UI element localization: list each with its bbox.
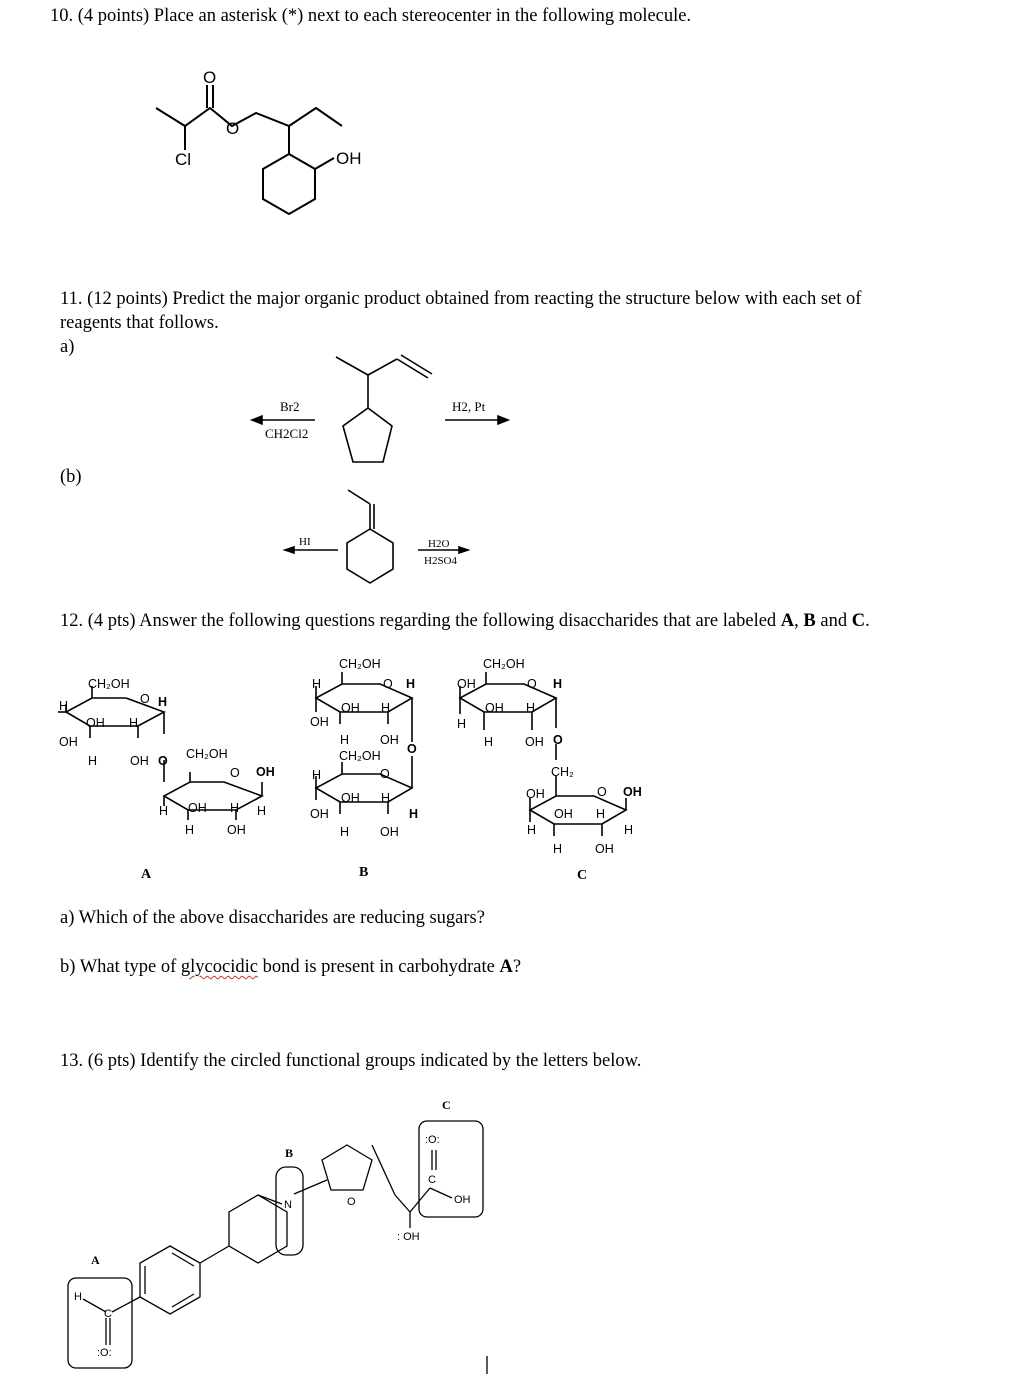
b-h-4: H	[340, 733, 350, 747]
q10-ester-o: O	[226, 119, 240, 138]
c-h-7: H	[624, 823, 634, 837]
c-oh-6: OH	[554, 807, 573, 821]
c-h-4: H	[484, 735, 494, 749]
misspelled-word: glycocidic	[180, 957, 258, 977]
q10-text: 10. (4 points) Place an asterisk (*) next to each stereocenter in the following molecule.	[50, 6, 692, 26]
c-h-6: H	[527, 823, 537, 837]
q13-label-b: B	[285, 1146, 294, 1160]
q13-n-label: N	[284, 1199, 292, 1211]
reagent-h2-pt: H2, Pt	[452, 399, 486, 414]
a-h-5: H	[230, 801, 240, 815]
b-oh-3: OH	[380, 733, 399, 747]
c-oh-1: OH	[457, 677, 476, 691]
b-h-2: H	[406, 677, 416, 691]
c-h-8: H	[553, 842, 563, 856]
b-h-5: H	[312, 768, 322, 782]
c-oh-3: OH	[525, 735, 544, 749]
b-o-2: O	[380, 767, 390, 781]
b-h-1: H	[312, 677, 322, 691]
c-ch2: CH₂	[551, 765, 574, 779]
a-o-2: O	[230, 766, 240, 780]
a-h-3: H	[129, 716, 139, 730]
c-h-1: H	[553, 677, 563, 691]
q13-aldehyde-o: :O:	[97, 1347, 112, 1359]
b-o-link: O	[407, 742, 417, 756]
q11b-structure	[285, 490, 468, 583]
a-o-1: O	[140, 692, 150, 706]
a-h-2: H	[59, 699, 69, 713]
q12-text: 12. (4 pts) Answer the following questions regarding the following disaccharides that are labeled A, B and C.	[60, 611, 870, 631]
b-oh-4: OH	[341, 791, 360, 805]
q11-line1: 11. (12 points) Predict the major organic product obtained from reacting the structure below with each set of	[60, 289, 862, 309]
q13-molecule	[68, 1121, 483, 1368]
reagent-ch2cl2: CH2Cl2	[265, 426, 309, 441]
b-o-1: O	[383, 677, 393, 691]
q13-label-c: C	[442, 1098, 451, 1112]
c-o-2: O	[597, 785, 607, 799]
label-a: A	[141, 867, 152, 882]
reagent-br2: Br2	[280, 399, 300, 414]
a-h-6: H	[159, 804, 169, 818]
reagent-h2o: H2O	[428, 538, 450, 550]
reagent-h2so4: H2SO4	[424, 555, 458, 567]
c-oh-2: OH	[485, 701, 504, 715]
q10-oh-label: OH	[336, 149, 362, 168]
a-h-1: H	[158, 695, 168, 709]
c-o-link: O	[553, 733, 563, 747]
c-ch2oh-1: CH₂OH	[483, 657, 525, 671]
a-oh-3: OH	[130, 754, 149, 768]
b-h-7: H	[409, 807, 419, 821]
q13-h-label: H	[74, 1291, 82, 1303]
b-h-3: H	[381, 701, 391, 715]
a-oh-1: OH	[86, 716, 105, 730]
q11-part-a: a)	[60, 337, 75, 357]
q10-molecule	[156, 68, 362, 214]
a-o-link: O	[158, 754, 168, 768]
b-h-8: H	[340, 825, 350, 839]
q13-aldehyde-c: C	[104, 1308, 112, 1320]
a-h-7: H	[257, 804, 267, 818]
a-ch2oh-2: CH₂OH	[186, 747, 228, 761]
c-h-5: H	[596, 807, 606, 821]
c-o-1: O	[527, 677, 537, 691]
reagent-hi: HI	[299, 536, 311, 548]
b-h-6: H	[381, 791, 391, 805]
b-oh-1: OH	[341, 701, 360, 715]
c-h-3: H	[457, 717, 467, 731]
c-oh-5: OH	[623, 785, 642, 799]
a-oh-2: OH	[59, 735, 78, 749]
a-h-8: H	[185, 823, 195, 837]
b-ch2oh-2: CH₂OH	[339, 749, 381, 763]
b-oh-5: OH	[310, 807, 329, 821]
a-ch2oh-1: CH₂OH	[88, 677, 130, 691]
q10-carbonyl-o: O	[203, 68, 217, 87]
q13-ring-o: O	[347, 1196, 356, 1208]
q13-acid-o: :O:	[425, 1134, 440, 1146]
q13-acid-oh: OH	[454, 1194, 471, 1206]
b-ch2oh-1: CH₂OH	[339, 657, 381, 671]
label-b: B	[359, 865, 369, 880]
q13-lower-oh: : OH	[397, 1231, 420, 1243]
q13-text: 13. (6 pts) Identify the circled functional groups indicated by the letters below.	[60, 1051, 642, 1071]
c-h-2: H	[526, 701, 536, 715]
a-oh-5: OH	[188, 801, 207, 815]
q11-part-b: (b)	[60, 467, 82, 487]
q12-question-b: b) What type of glycocidic bond is present in carbohydrate A?	[60, 957, 522, 977]
q13-label-a: A	[91, 1253, 100, 1267]
q10-cl-label: Cl	[175, 150, 192, 169]
a-h-4: H	[88, 754, 98, 768]
b-oh-2: OH	[310, 715, 329, 729]
c-oh-4: OH	[526, 787, 545, 801]
label-c: C	[577, 868, 588, 883]
a-oh-4: OH	[256, 765, 275, 779]
c-oh-7: OH	[595, 842, 614, 856]
q12-question-a: a) Which of the above disaccharides are reducing sugars?	[60, 908, 485, 928]
b-oh-6: OH	[380, 825, 399, 839]
a-oh-6: OH	[227, 823, 246, 837]
q13-acid-c: C	[428, 1174, 436, 1186]
q11-line2: reagents that follows.	[60, 313, 219, 333]
